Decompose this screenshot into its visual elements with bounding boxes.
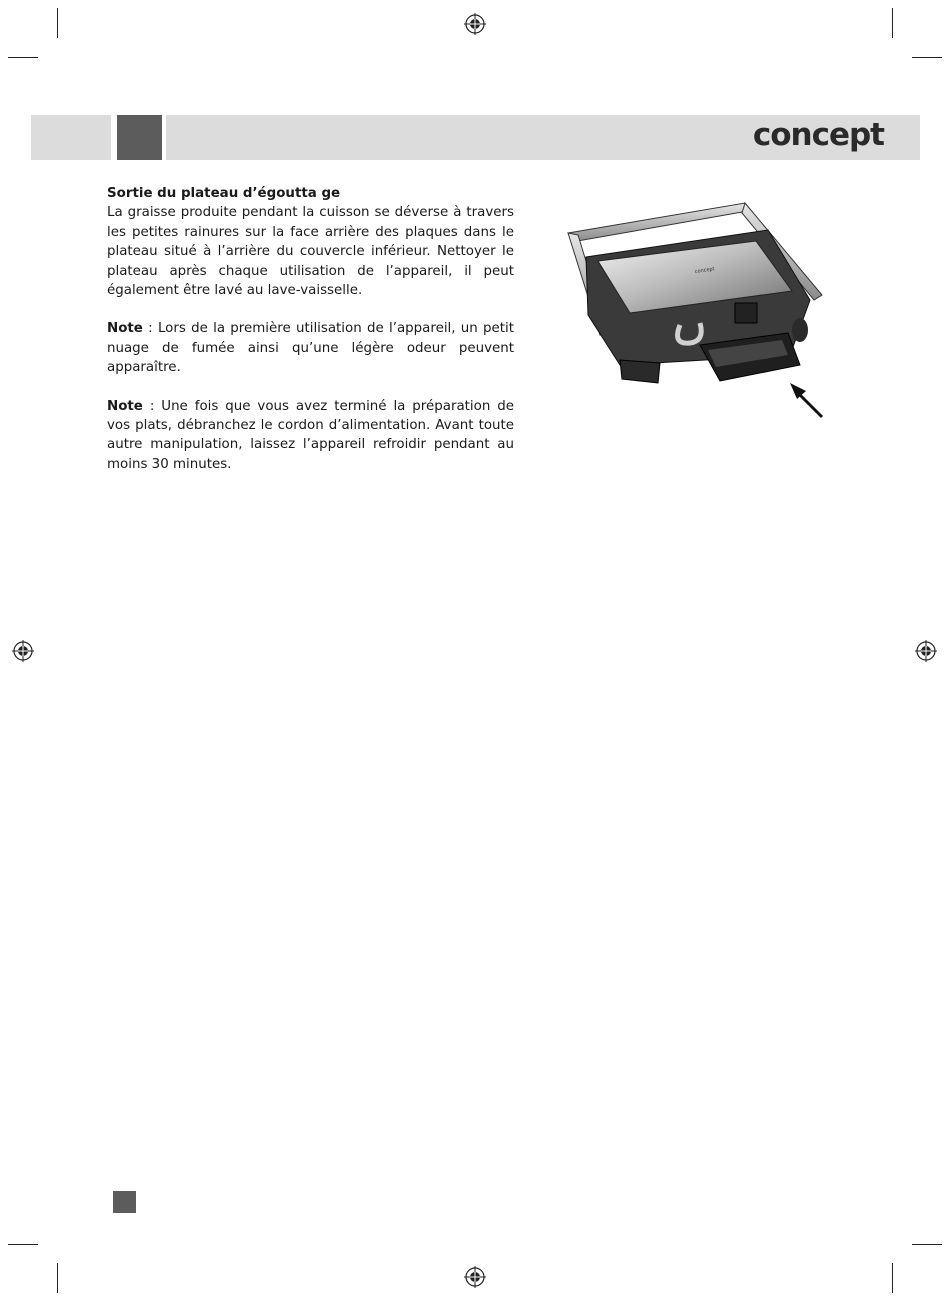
crop-mark	[892, 1263, 893, 1293]
crop-mark	[892, 8, 893, 38]
crop-mark	[8, 1244, 38, 1245]
section-body: La graisse produite pendant la cuisson se déverse à travers les petites rainures sur la face arrière des plaques dans le plateau situé à l’arrière du couvercle inférieur. Nettoyer le plateau après chaque utilisation de l’appareil, il peut également être lavé au lave-vaisselle.	[107, 205, 514, 299]
registration-mark-icon	[464, 13, 486, 35]
note-text: : Une fois que vous avez terminé la préparation de vos plats, débranchez le cordon d’alimentation. Avant toute autre manipulation, laissez l’appareil refroidir pendant au moins 30 minutes.	[107, 398, 514, 472]
crop-mark	[8, 57, 38, 58]
registration-mark-icon	[915, 640, 937, 662]
content-column	[107, 184, 514, 493]
crop-mark	[57, 8, 58, 38]
contact-grill-illustration	[560, 195, 835, 425]
header-bar	[166, 115, 920, 160]
note-paragraph	[107, 319, 514, 377]
header-page-tab	[117, 115, 162, 160]
registration-mark-icon	[464, 1266, 486, 1288]
crop-mark	[912, 57, 942, 58]
page-marker	[113, 1191, 136, 1213]
registration-mark-icon	[12, 640, 34, 662]
note-text: : Lors de la première utilisation de l’appareil, un petit nuage de fumée ainsi qu’une légère odeur peuvent apparaître.	[107, 321, 514, 376]
lid-label: concept	[694, 266, 716, 275]
note-label: Note	[107, 398, 143, 414]
header-bar-left	[31, 115, 111, 160]
crop-mark	[57, 1263, 58, 1293]
brand-logo: concept	[752, 117, 884, 153]
note-paragraph	[107, 397, 514, 475]
note-label: Note	[107, 321, 143, 337]
section-title: Sortie du plateau d’égoutta ge	[107, 186, 341, 201]
crop-mark	[912, 1244, 942, 1245]
